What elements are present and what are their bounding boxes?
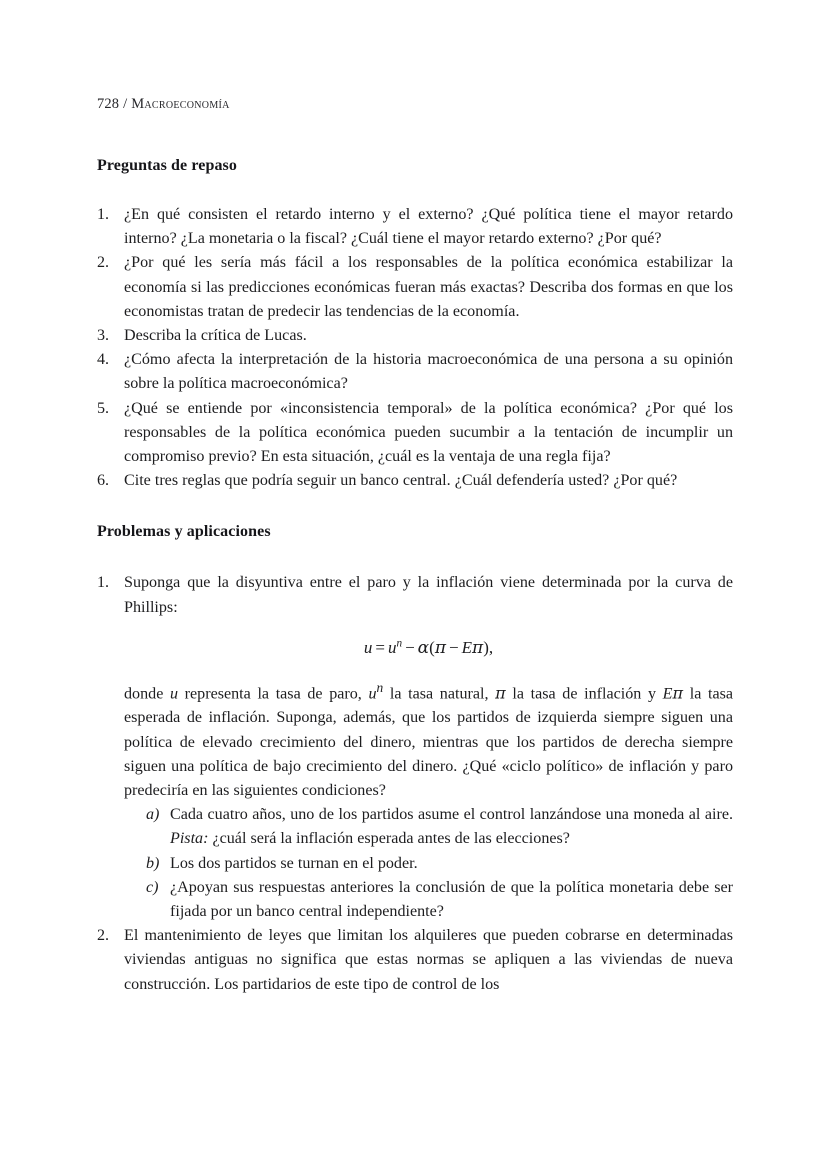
inline-expectation-operator: E	[662, 685, 673, 703]
equation-natural-rate-var: u	[387, 637, 397, 657]
questions-list	[97, 203, 733, 493]
list-item	[97, 469, 733, 493]
running-head-separator: /	[123, 96, 128, 112]
running-head	[97, 96, 733, 113]
equation-equals: =	[375, 637, 385, 657]
explanation-text-4: la tasa de inflación y	[505, 685, 663, 703]
running-head-book-title: Macroeconomía	[131, 96, 230, 112]
list-item-text: ¿Cómo afecta la interpretación de la historia macroeconómica de una persona a su opinión sobre la política macroeconómica?	[124, 351, 733, 393]
list-item-marker: 3.	[97, 327, 110, 345]
explanation-text-2: representa la tasa de paro,	[178, 685, 369, 703]
equation-close-paren: )	[483, 637, 489, 657]
subitem-marker: c)	[146, 878, 159, 896]
explanation-text-5: la tasa esperada de inflación. Suponga, además, que los partidos de izquierda siempre siguen una política de elevado crecimiento del dinero, mientras que los partidos de derecha siempre siguen una política de bajo crecimiento del dinero. ¿Qué «ciclo político» de inflación y paro predeciría en las siguientes condiciones?	[124, 685, 734, 800]
equation-expected-pi: π	[472, 637, 484, 658]
problem-intro-text: Suponga que la disyuntiva entre el paro y la inflación viene determinada por la curva de Phillips:	[124, 574, 733, 616]
explanation-text-3: la tasa natural,	[383, 685, 496, 703]
section-heading-problemas-y-aplicaciones: Problemas y aplicaciones	[97, 523, 271, 541]
section-spacer	[97, 493, 733, 523]
list-item-text: El mantenimiento de leyes que limitan los alquileres que pueden cobrarse en determinadas viviendas antiguas no significa que estas normas se apliquen a las viviendas de nueva construcción. Los partidarios de este tipo de control de los	[124, 927, 733, 993]
problems-list	[97, 571, 733, 996]
page-folio-number: 728	[97, 96, 120, 112]
subitem-marker: b)	[146, 854, 160, 872]
inline-var-u-natural: u	[368, 685, 377, 703]
list-item	[97, 348, 733, 396]
list-item-text: Describa la crítica de Lucas.	[124, 327, 307, 345]
list-item	[97, 924, 733, 997]
equation-inner-minus: −	[449, 637, 459, 657]
subitem-marker: a)	[146, 806, 160, 824]
list-item-marker: 6.	[97, 472, 110, 490]
equation-pi: π	[434, 637, 447, 658]
list-item	[97, 251, 733, 324]
equation-trailing-comma: ,	[488, 637, 494, 657]
subitem-text-before-italic: Los dos partidos se turnan en el poder.	[170, 854, 418, 872]
inline-expected-pi: π	[672, 683, 684, 703]
equation-open-paren: (	[429, 637, 435, 657]
subitem-text-before-italic: ¿Apoyan sus respuestas anteriores la conclusión de que la política monetaria debe ser fijada por un banco central independiente?	[170, 878, 733, 921]
list-item	[146, 803, 733, 851]
page-content-column	[97, 96, 733, 997]
list-item-marker: 2.	[97, 927, 110, 945]
inline-pi: π	[495, 683, 506, 703]
subitem-hint-label: Pista:	[170, 830, 209, 848]
equation-natural-rate-superscript: n	[396, 637, 403, 650]
problem-subitems-list	[146, 803, 733, 924]
equation-minus: −	[405, 637, 415, 657]
list-item-marker: 1.	[97, 206, 110, 223]
list-item	[97, 324, 733, 348]
list-item-text: ¿Por qué les sería más fácil a los responsables de la política económica estabilizar la economía si las predicciones económicas fueran más exactas? Describa dos formas en que los economistas tratan de predecir las tendencias de la economía.	[124, 254, 733, 320]
equation-lhs: u	[363, 637, 373, 657]
list-item-marker: 4.	[97, 351, 110, 369]
list-item-marker: 5.	[97, 399, 110, 417]
section-heading-preguntas-de-repaso: Preguntas de repaso	[97, 157, 237, 174]
list-item-marker: 1.	[97, 574, 110, 592]
subitem-text-after-italic: ¿cuál será la inflación esperada antes de las elecciones?	[208, 830, 570, 848]
explanation-text-1: donde	[124, 685, 170, 703]
equation-alpha: α	[417, 637, 430, 658]
equation-expectation-operator: E	[461, 637, 472, 657]
list-item	[146, 876, 733, 924]
list-item-text: ¿Qué se entiende por «inconsistencia temporal» de la política económica? ¿Por qué los responsables de la política económica pueden sucumbir a la tentación de incumplir un compromiso previo? En esta situación, ¿cuál es la ventaja de una regla fija?	[124, 399, 733, 466]
phillips-curve-equation	[124, 636, 733, 660]
list-item	[146, 852, 733, 876]
inline-var-u-natural-superscript: n	[376, 679, 384, 695]
list-item	[97, 203, 733, 251]
list-item-text: Cite tres reglas que podría seguir un banco central. ¿Cuál defendería usted? ¿Por qué?	[124, 472, 678, 490]
inline-var-u: u	[169, 685, 179, 703]
list-item	[97, 571, 733, 924]
problem-explanation-paragraph	[124, 676, 733, 803]
list-item-marker: 2.	[97, 254, 110, 272]
subitem-text-before-italic: Cada cuatro años, uno de los partidos asume el control lanzándose una moneda al aire.	[170, 806, 733, 824]
list-item-text: ¿En qué consisten el retardo interno y el externo? ¿Qué política tiene el mayor retardo interno? ¿La monetaria o la fiscal? ¿Cuál tiene el mayor retardo externo? ¿Por qué?	[124, 206, 733, 248]
list-item	[97, 397, 733, 470]
subitems-wrapper	[146, 803, 733, 924]
